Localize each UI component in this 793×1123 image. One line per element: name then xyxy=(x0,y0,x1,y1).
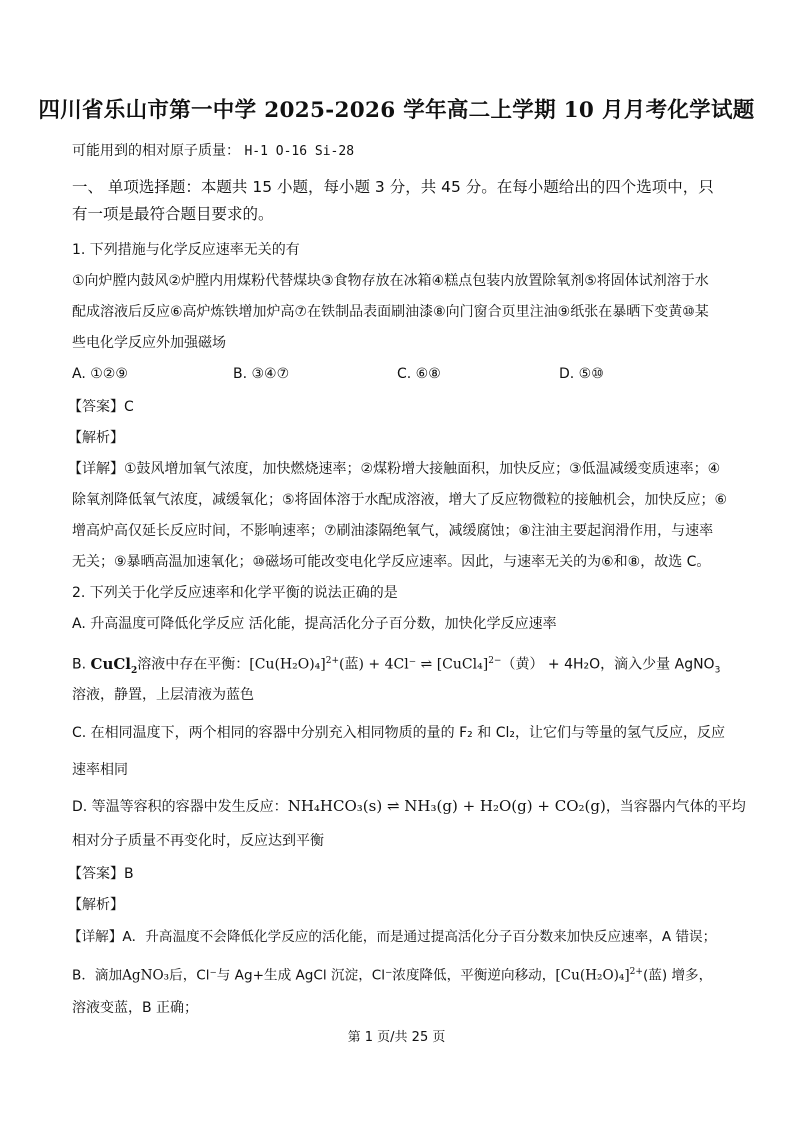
equilibrium-middle: (蓝) + 4Cl⁻ ⇌ xyxy=(339,656,437,673)
q2-answer: 【答案】B xyxy=(68,866,134,882)
q1-option-b: B. ③④⑦ xyxy=(233,366,290,382)
atomic-mass-values: H-1 O-16 Si-28 xyxy=(244,144,355,159)
decomposition-equation: NH₄HCO₃(s) ⇌ NH₃(g) + H₂O(g) + CO₂(g) xyxy=(287,797,606,815)
atomic-mass-label: 可能用到的相对原子质量： xyxy=(72,143,240,159)
complex-ion-3-charge: 2+ xyxy=(629,967,643,977)
cucl2-formula xyxy=(90,654,138,676)
q2-option-d-prefix: D. 等温等容积的容器中发生反应： xyxy=(72,799,288,815)
q1-body-line-3: 些电化学反应外加强磁场 xyxy=(72,335,226,351)
q1-option-d: D. ⑤⑩ xyxy=(559,366,604,382)
q1-body-line-2: 配成溶液后反应⑥高炉炼铁增加炉高⑦在铁制品表面刷油漆⑧向门窗合页里注油⑨纸张在暴晒下变黄⑩某 xyxy=(72,304,709,320)
q2-option-c-line-2: 速率相同 xyxy=(72,762,128,778)
atomic-mass-line xyxy=(72,142,354,161)
q2-option-b-line-2: 溶液，静置，上层清液为蓝色 xyxy=(72,687,254,703)
equilibrium-right: （黄） + 4H₂O，滴入少量 AgNO xyxy=(501,656,715,673)
q2-option-b-prefix: B. xyxy=(72,656,91,673)
q1-detail-line-3: 增高炉高仅延长反应时间，不影响速率；⑦刷油漆隔绝氧气，减缓腐蚀；⑧注油主要起润滑作用，与速率 xyxy=(72,523,714,539)
q2-option-d-suffix: ，当容器内气体的平均 xyxy=(605,799,746,815)
q1-option-a: A. ①②⑨ xyxy=(72,366,128,382)
q1-answer: 【答案】C xyxy=(68,399,134,415)
q1-detail-line-1: 【详解】①鼓风增加氧气浓度，加快燃烧速率；②煤粉增大接触面积，加快反应；③低温减缓变质速率；④ xyxy=(68,461,721,477)
q1-detail-line-4: 无关；⑨暴晒高温加速氧化；⑩磁场可能改变电化学反应速率。因此，与速率无关的为⑥和⑧，故选 C。 xyxy=(72,554,711,570)
complex-ion-2: [CuCl₄] xyxy=(436,656,489,673)
q2-option-a: A. 升高温度可降低化学反应 活化能，提高活化分子百分数，加快化学反应速率 xyxy=(72,616,557,632)
page-title: 四川省乐山市第一中学 2025-2026 学年高二上学期 10 月月考化学试题 xyxy=(38,98,755,123)
q2-detail-line-2 xyxy=(72,963,712,985)
complex-ion-1: [Cu(H₂O)₄] xyxy=(249,656,326,673)
q1-detail-line-2: 除氧剂降低氧气浓度，减缓氧化；⑤将固体溶于水配成溶液，增大了反应物微粒的接触机会，加快反应；⑥ xyxy=(72,492,728,508)
q1-stem: 1. 下列措施与化学反应速率无关的有 xyxy=(72,242,300,258)
cucl2-text: CuCl xyxy=(90,654,131,673)
cucl2-subscript: 2 xyxy=(131,665,138,676)
q1-analysis-label: 【解析】 xyxy=(68,430,124,446)
page-footer: 第 1 页/共 25 页 xyxy=(347,1030,446,1045)
q2-option-d-line-2: 相对分子质量不再变化时，反应达到平衡 xyxy=(72,833,324,849)
complex-ion-2-charge: 2− xyxy=(488,656,502,666)
q2-detail-line-3: 溶液变蓝，B 正确； xyxy=(72,1000,199,1016)
q2-detail-2-mid: 后，Cl⁻与 Ag+生成 AgCl 沉淀，Cl⁻浓度降低，平衡逆向移动， xyxy=(169,967,556,984)
agno3-formula: AgNO₃ xyxy=(122,967,170,984)
complex-ion-3: [Cu(H₂O)₄] xyxy=(555,967,630,984)
q2-stem: 2. 下列关于化学反应速率和化学平衡的说法正确的是 xyxy=(72,585,398,601)
q1-option-c: C. ⑥⑧ xyxy=(397,366,441,382)
q2-detail-line-1: 【详解】A．升高温度不会降低化学反应的活化能，而是通过提高活化分子百分数来加快反应速率，A 错误； xyxy=(68,929,717,945)
section-heading-line-2: 有一项是最符合题目要求的。 xyxy=(72,205,274,223)
q2-option-c-line-1: C. 在相同温度下，两个相同的容器中分别充入相同物质的量的 F₂ 和 Cl₂，让它们与等量的氢气反应，反应 xyxy=(72,725,725,741)
q2-detail-2-suffix: (蓝) 增多， xyxy=(642,967,713,984)
complex-ion-1-charge: 2+ xyxy=(325,656,340,666)
q2-option-b-mid: 溶液中存在平衡： xyxy=(137,656,250,673)
q2-option-b-line-1 xyxy=(72,652,720,680)
agno3-subscript: 3 xyxy=(714,665,721,676)
q1-body-line-1: ①向炉膛内鼓风②炉膛内用煤粉代替煤块③食物存放在冰箱④糕点包装内放置除氧剂⑤将固体试剂溶于水 xyxy=(72,273,709,289)
q2-analysis-label: 【解析】 xyxy=(68,897,124,913)
q2-detail-2-prefix: B．滴加 xyxy=(72,967,123,984)
q2-option-d-line-1 xyxy=(72,797,746,816)
section-heading-line-1: 一、 单项选择题：本题共 15 小题，每小题 3 分，共 45 分。在每小题给出的四个选项中，只 xyxy=(72,178,714,196)
